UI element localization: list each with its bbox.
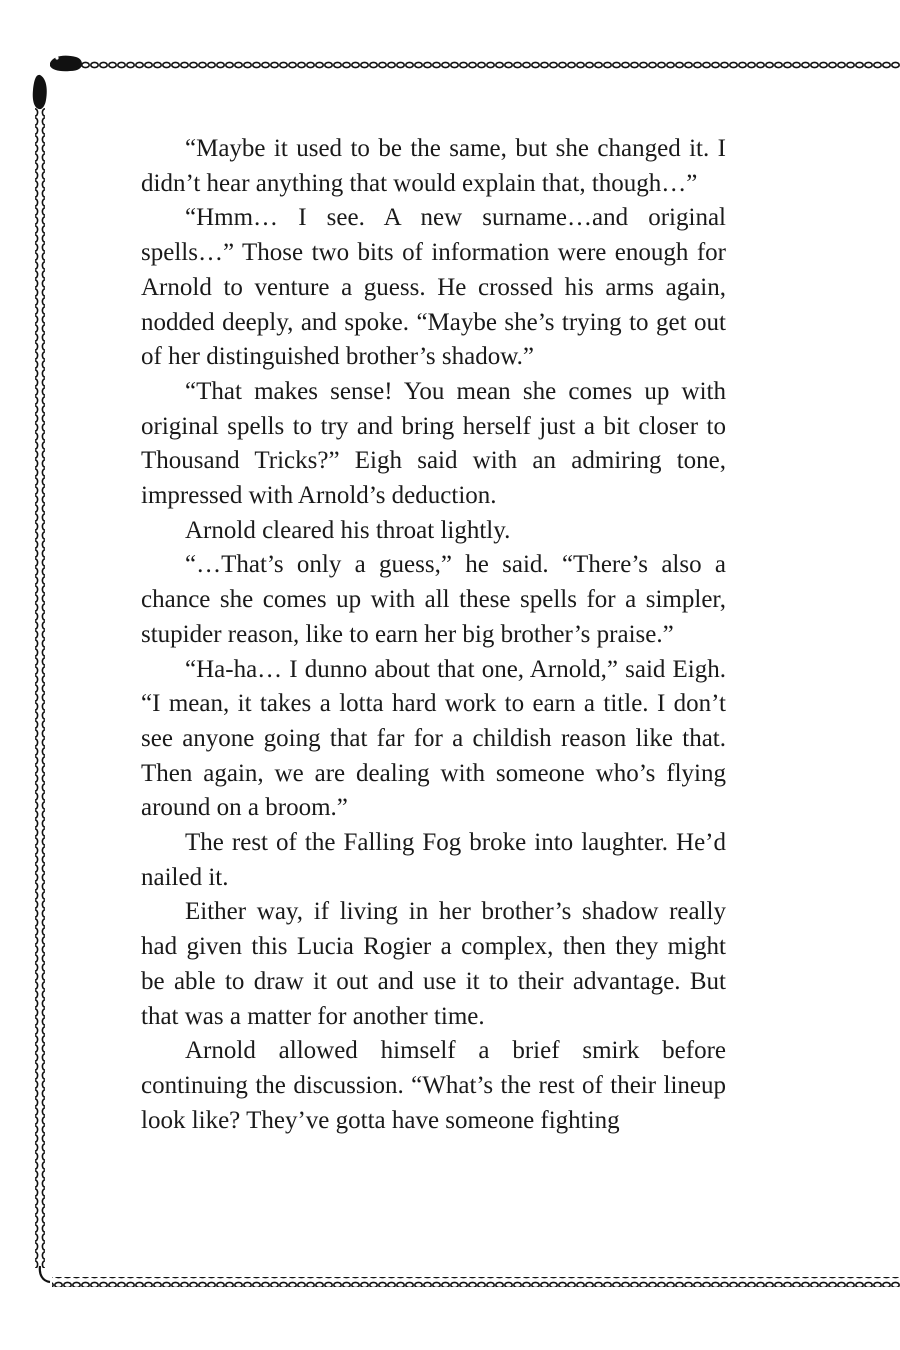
paragraph-8: Either way, if living in her brother’s shadow really had given this Lucia Rogier a complex, then they might be able to draw it out and use it to their advantage. But that was a matter for another time. <box>141 898 726 1030</box>
paragraph-2: “Hmm… I see. A new surname…and original spells…” Those two bits of information were enough for Arnold to venture a guess. He crossed his arms again, nodded deeply, and spoke. “Maybe she’s trying to get out of her distinguished brother’s shadow.” <box>141 204 726 371</box>
chain-top <box>80 59 900 69</box>
paragraph-6: “Ha-ha… I dunno about that one, Arnold,” said Eigh. “I mean, it takes a lotta hard work to earn a title. I don’t see anyone going that far for a childish reason like that. Then again, we are dealing with someone who’s flying around on a broom.” <box>141 655 726 822</box>
paragraph-4: Arnold cleared his throat lightly. <box>185 516 511 544</box>
chain-bottom <box>52 1277 900 1287</box>
chain-left <box>35 108 45 1268</box>
chain-knot-top <box>50 56 82 72</box>
chain-knot-left <box>33 75 47 109</box>
chain-corner-curl <box>40 1266 50 1282</box>
book-page-body <box>141 132 726 1138</box>
paragraph-9: Arnold allowed himself a brief smirk before continuing the discussion. “What’s the rest of their lineup look like? They’ve gotta have someone fighting <box>141 1037 726 1134</box>
paragraph-3: “That makes sense! You mean she comes up with original spells to try and bring herself just a bit closer to Thousand Tricks?” Eigh said with an admiring tone, impressed with Arnold’s deduction. <box>141 377 726 510</box>
paragraph-1: “Maybe it used to be the same, but she changed it. I didn’t hear anything that would explain that, though…” <box>141 135 726 197</box>
paragraph-5: “…That’s only a guess,” he said. “There’s also a chance she comes up with all these spells for a simpler, stupider reason, like to earn her big brother’s praise.” <box>141 551 726 648</box>
paragraph-7: The rest of the Falling Fog broke into laughter. He’d nailed it. <box>141 829 726 891</box>
